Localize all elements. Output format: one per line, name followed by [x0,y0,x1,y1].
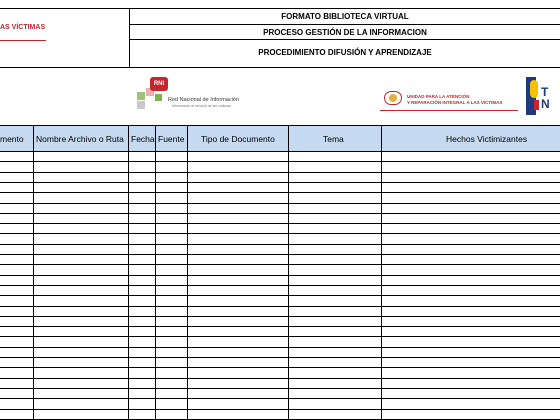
table-row [0,336,560,337]
column-divider [381,125,382,420]
table-row [0,275,560,276]
tn-logo-shape [534,100,539,110]
table-row [0,409,560,410]
column-header-hechos-victimizantes: Hechos Victimizantes [446,134,528,144]
title-row-procedure: PROCEDIMIENTO DIFUSIÓN Y APRENDIZAJE [258,48,432,57]
title-block-bottom [0,67,560,68]
unidad-logo-underline [380,110,518,111]
unidad-logo-line1: UNIDAD PARA LA ATENCIÓN [407,94,470,99]
table-row [0,161,560,162]
table-header-top [0,125,560,126]
table-row [0,254,560,255]
column-divider [128,125,129,420]
table-row [0,295,560,296]
table-row [0,244,560,245]
column-divider [187,125,188,420]
rni-logo-tagline: Información al servicio de las víctimas [172,104,231,108]
column-header-nombre-archivo: Nombre Archivo o Ruta [36,134,124,144]
table-row [0,192,560,193]
table-row [0,264,560,265]
table-row [0,223,560,224]
table-row [0,398,560,399]
column-header-documento: mento [0,134,24,144]
rni-logo-badge: RNI [150,77,168,91]
table-row [0,367,560,368]
left-logo-underline [0,40,46,41]
table-row [0,378,560,379]
tn-logo-shape [530,80,538,98]
unidad-seal-center [389,94,397,102]
column-header-tema: Tema [323,134,344,144]
table-row [0,285,560,286]
column-divider [33,125,34,420]
title-block-top [0,8,560,9]
table-row [0,213,560,214]
rni-logo-square [155,94,162,101]
column-divider [155,125,156,420]
unidad-logo-line2: Y REPARACIÓN INTEGRAL A LAS VÍCTIMAS [407,100,503,105]
rni-logo-square [137,92,145,100]
table-row [0,203,560,204]
table-row [0,233,560,234]
title-row-sep-1 [129,24,560,25]
table-row [0,182,560,183]
title-row-sep-2 [129,39,560,40]
table-row [0,347,560,348]
tn-logo-text: T N [541,85,550,111]
table-row [0,326,560,327]
column-header-tipo-documento: Tipo de Documento [201,134,275,144]
column-divider [288,125,289,420]
title-row-format: FORMATO BIBLIOTECA VIRTUAL [281,12,409,21]
column-header-fuente: Fuente [158,134,185,144]
table-row [0,357,560,358]
rni-logo-name: Red Nacional de Información [168,97,239,103]
table-row [0,172,560,173]
left-logo-text: AS VÍCTIMAS [0,24,46,31]
column-header-fecha: Fecha [131,134,155,144]
table-row [0,151,560,152]
rni-logo-square [137,101,145,109]
table-row [0,306,560,307]
title-row-process: PROCESO GESTIÓN DE LA INFORMACION [263,28,427,37]
table-row [0,316,560,317]
table-row [0,388,560,389]
